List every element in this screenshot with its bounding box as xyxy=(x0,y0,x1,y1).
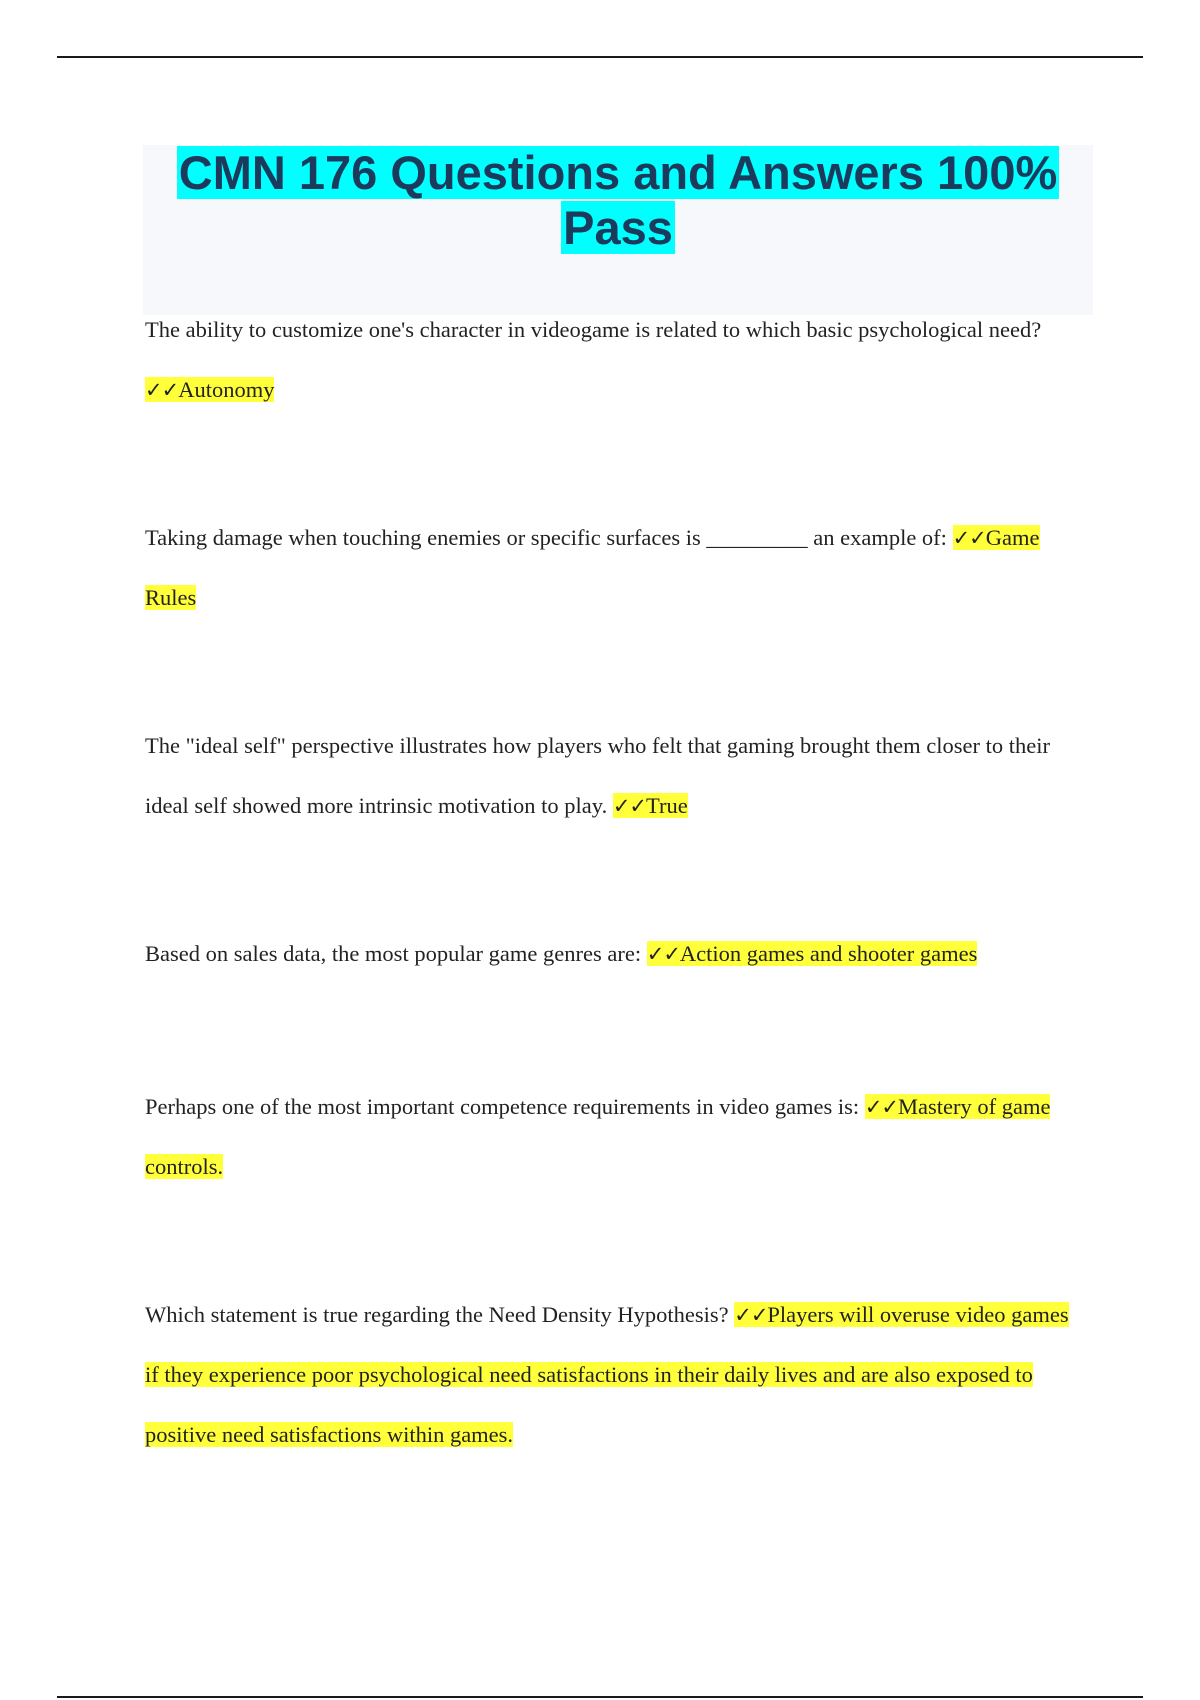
double-check-icon: ✓✓ xyxy=(646,942,680,966)
qa-item-6 xyxy=(145,1285,1075,1465)
double-check-icon: ✓✓ xyxy=(145,378,179,402)
title-line-2: Pass xyxy=(563,201,673,254)
question-text: Based on sales data, the most popular game genres are: xyxy=(145,941,647,966)
answer-highlight xyxy=(613,793,688,818)
bottom-rule xyxy=(57,1696,1143,1698)
answer-text: Game Rules xyxy=(145,525,1040,610)
double-check-icon: ✓✓ xyxy=(952,526,986,550)
answer-text: Autonomy xyxy=(178,377,275,402)
answer-text: Mastery of game controls. xyxy=(145,1094,1051,1179)
question-text: Which statement is true regarding the Need Density Hypothesis? xyxy=(145,1302,735,1327)
qa-item-5 xyxy=(145,1077,1075,1197)
question-text: Perhaps one of the most important competence requirements in video games is: xyxy=(145,1094,865,1119)
qa-item-2 xyxy=(145,508,1075,628)
title-block xyxy=(143,145,1093,315)
question-text: Taking damage when touching enemies or specific surfaces is _________ an example of: xyxy=(145,525,953,550)
top-rule xyxy=(57,56,1143,58)
qa-item-3 xyxy=(145,716,1075,836)
double-check-icon: ✓✓ xyxy=(612,794,647,818)
qa-item-4 xyxy=(145,924,1075,984)
answer-text: Players will overuse video games if they experience poor psychological need satisfactions in their daily lives and are also exposed to positive need satisfactions within games. xyxy=(145,1302,1069,1447)
question-text: The "ideal self" perspective illustrates how players who felt that gaming brought them closer to their ideal self showed more intrinsic motivation to play. xyxy=(145,733,1050,818)
double-check-icon: ✓✓ xyxy=(734,1303,768,1327)
answer-text: True xyxy=(646,793,688,818)
answer-highlight xyxy=(145,377,274,402)
answer-text: Action games and shooter games xyxy=(679,941,978,966)
double-check-icon: ✓✓ xyxy=(864,1095,899,1119)
qa-item-1 xyxy=(145,300,1075,420)
title-line-1: CMN 176 Questions and Answers 100% xyxy=(178,146,1058,199)
page-title xyxy=(143,145,1093,255)
answer-highlight xyxy=(647,941,978,966)
question-text: The ability to customize one's character in videogame is related to which basic psychological need? xyxy=(145,317,1042,342)
